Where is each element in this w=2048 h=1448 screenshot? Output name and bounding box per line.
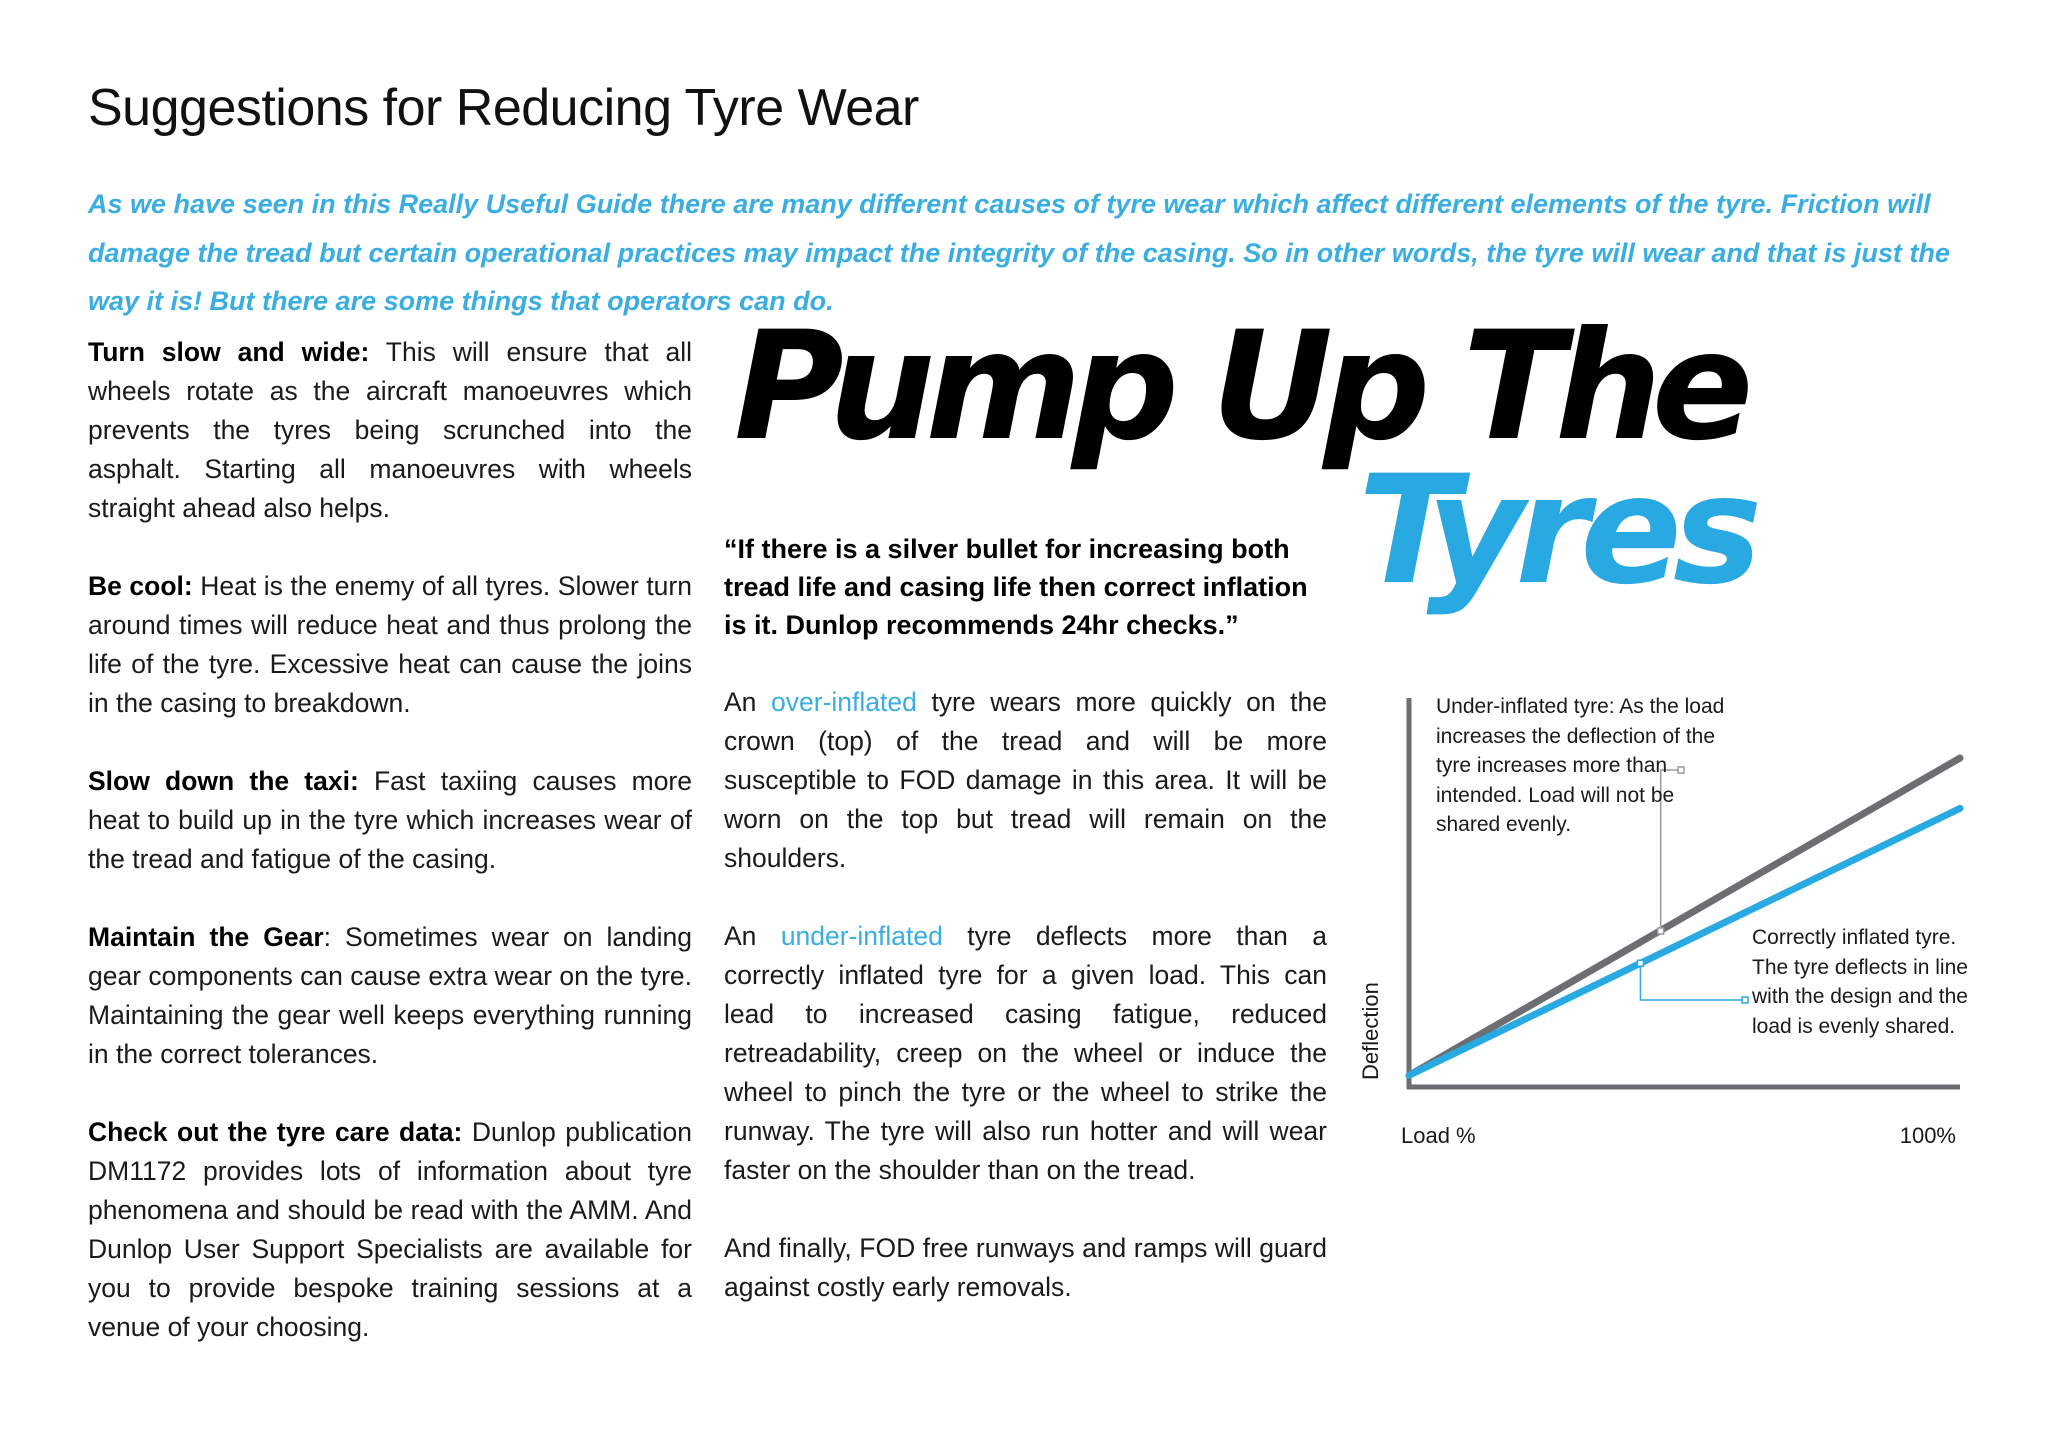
intro-paragraph: As we have seen in this Really Useful Guide there are many different causes of tyre wear which affect different elements of the tyre. Friction will damage the tread but certain operational practices may impact the integrity of the casing. So in other words, the tyre will wear and that is just the way it is! But there are some things that operators can do. (88, 189, 1950, 316)
over-inflated-paragraph (724, 683, 1327, 878)
pull-quote: “If there is a silver bullet for increasing both tread life and casing life then correct inflation is it. Dunlop recommends 24hr checks.” (724, 534, 1308, 640)
annotation-leader-correct (1640, 963, 1745, 1000)
feature-headline-line1: Pump Up The (734, 300, 1744, 474)
tip-paragraph (88, 918, 692, 1074)
x-axis-end-label: 100% (1899, 1123, 1956, 1148)
tip-text: This will ensure that all wheels rotate as the aircraft manoeuvres which prevents the tyres being scrunched into the asphalt. Starting all manoeuvres with wheels straight ahead also helps. (88, 337, 693, 523)
tip-paragraph (88, 762, 692, 879)
y-axis-label: Deflection (1358, 982, 1383, 1080)
leader-marker (1637, 960, 1643, 966)
leader-marker (1658, 928, 1664, 934)
paragraph-text: An (724, 687, 772, 717)
feature-headline-line2: Tyres (1358, 444, 1754, 618)
tip-heading: Be cool: (88, 571, 193, 601)
tip-paragraph (88, 567, 692, 723)
annotation-correctly-inflated: Correctly inflated tyre. The tyre deflects in line with the design and the load is evenly shared. (1752, 926, 1968, 1038)
leader-marker (1742, 997, 1748, 1003)
tip-paragraph (88, 1113, 692, 1347)
tip-text: Fast taxiing causes more heat to build up in the tyre which increases wear of the tread and fatigue of the casing. (88, 766, 692, 874)
paragraph-text: tyre wears more quickly on the crown (top) of the tread and will be more susceptible to FOD damage in this area. It will be worn on the top but tread will remain on the shoulders. (724, 687, 1327, 873)
tip-heading: Turn slow and wide: (88, 337, 370, 367)
annotation-under-inflated: Under-inflated tyre: As the load increases the deflection of the tyre increases more than intended. Load will not be shared evenly. (1436, 695, 1725, 836)
under-inflated-term: under-inflated (780, 921, 943, 951)
paragraph-text: An (724, 921, 781, 951)
under-inflated-paragraph (724, 917, 1327, 1190)
tip-heading: Maintain the Gear (88, 922, 324, 952)
tip-paragraph (88, 333, 692, 528)
fod-paragraph: And finally, FOD free runways and ramps will guard against costly early removals. (724, 1233, 1327, 1302)
page-title: Suggestions for Reducing Tyre Wear (88, 79, 919, 137)
over-inflated-term: over-inflated (771, 687, 917, 717)
tips-column (88, 333, 692, 1386)
tip-heading: Check out the tyre care data: (88, 1117, 463, 1147)
paragraph-text: tyre deflects more than a correctly inflated tyre for a given load. This can lead to increased casing fatigue, reduced retreadability, creep on the wheel or induce the wheel to pinch the tyre or the wheel to strike the runway. The tyre will also run hotter and will wear faster on the shoulder than on the tread. (724, 921, 1327, 1185)
tip-text: Dunlop publication DM1172 provides lots of information about tyre phenomena and should be read with the AMM. And Dunlop User Support Specialists are available for you to provide bespoke training sessions at a venue of your choosing. (88, 1117, 693, 1342)
deflection-chart (1360, 680, 1980, 1160)
tip-text: Heat is the enemy of all tyres. Slower turn around times will reduce heat and thus prolong the life of the tyre. Excessive heat can cause the joins in the casing to breakdown. (88, 571, 692, 718)
feature-column (724, 530, 1327, 1346)
tip-heading: Slow down the taxi: (88, 766, 359, 796)
tip-text: : Sometimes wear on landing gear components can cause extra wear on the tyre. Maintaining the gear well keeps everything running in the correct tolerances. (88, 922, 692, 1069)
x-axis-label: Load % (1401, 1123, 1476, 1148)
